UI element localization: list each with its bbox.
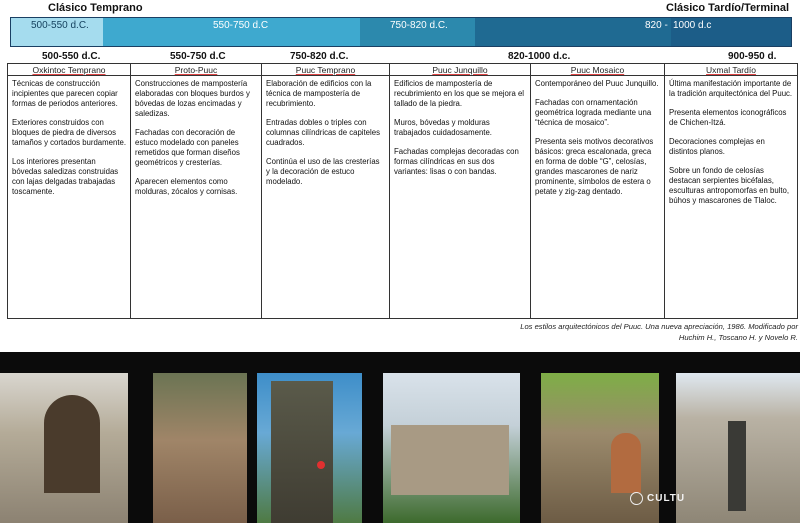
date-label: 550-750 d.C: [170, 51, 226, 62]
cell-paragraph: Construcciones de mampostería elaboradas con bloques burdos y bóvedas de lozas encimadas y saledizas.: [135, 79, 250, 118]
tower-shape: [271, 381, 333, 523]
date-label: 750-820 d.C.: [290, 51, 349, 62]
column-header: Puuc Temprano: [262, 64, 390, 76]
styles-table: [7, 63, 798, 319]
table-cell: [665, 76, 798, 319]
building-shape: [391, 425, 509, 495]
timeline-segment: 550-750 d.C: [103, 18, 360, 46]
cell-paragraph: Muros, bóvedas y molduras trabajados cuidadosamente.: [394, 118, 492, 137]
photo-uxmal-tardio: [676, 373, 800, 523]
timeline-segment: 750-820 d.C.: [360, 18, 475, 46]
caption-line: Huchim H., Toscano H. y Novelo R.: [678, 333, 798, 342]
timeline-segment: 820 -: [475, 18, 671, 46]
table-cell: [262, 76, 390, 319]
column-header: Puuc Mosaico: [531, 64, 665, 76]
doorway-shape: [728, 421, 746, 511]
caption-line: Los estilos arquitectónicos del Puuc. Una nueva apreciación, 1986. Modificado por: [520, 322, 798, 331]
photo-proto-puuc: [153, 373, 247, 523]
cell-paragraph: Los interiores presentan bóvedas saledizas construidas con lajas delgadas trabajadas toscamente.: [12, 157, 119, 196]
watermark-text: CULTU: [647, 493, 686, 505]
circle-logo-icon: [630, 492, 643, 505]
period-late-label: Clásico Tardío/Terminal: [666, 2, 790, 14]
marker-dot: [317, 461, 325, 469]
cell-paragraph: Fachadas con ornamentación geométrica lograda mediante una “técnica de mosaico”.: [535, 98, 652, 127]
cell-paragraph: Exteriores construidos con bloques de piedra de diversos tamaños y cortados burdamente.: [12, 118, 126, 147]
date-label: 900-950 d.: [728, 51, 777, 62]
column-header: Uxmal Tardío: [665, 64, 798, 76]
cell-paragraph: Edificios de mampostería de recubrimiento en los que se mejora el tallado de la piedra.: [394, 79, 525, 108]
cell-paragraph: Contemporáneo del Puuc Junquillo.: [535, 79, 659, 88]
timeline-segment: 1000 d.c: [671, 18, 791, 46]
column-header: Proto-Puuc: [131, 64, 262, 76]
photo-oxkintoc: [0, 373, 128, 523]
cell-paragraph: Presenta elementos iconográficos de Chichen-Itzá.: [669, 108, 787, 127]
cell-paragraph: Entradas dobles o triples con columnas cilíndricas de capiteles cuadrados.: [266, 118, 380, 147]
table-cell: [390, 76, 531, 319]
photo-puuc-temprano: [257, 373, 362, 523]
cell-paragraph: Presenta seis motivos decorativos básicos: greca escalonada, greca en forma de doble “G”, celosías, grandes mascarones de nariz prominente, símbolos de estera o petate y zig-zag dentado.: [535, 137, 654, 196]
cell-paragraph: Decoraciones complejas en distintos planos.: [669, 137, 765, 156]
arch-shape: [44, 395, 100, 493]
date-label: 500-550 d.C.: [42, 51, 101, 62]
source-caption: [520, 321, 798, 343]
cell-paragraph: Aparecen elementos como molduras, zócalos y cornisas.: [135, 177, 238, 196]
column-header: Puuc Junquillo: [390, 64, 531, 76]
cell-paragraph: Última manifestación importante de la tradición arquitectónica del Puuc.: [669, 79, 793, 98]
period-early-label: Clásico Temprano: [48, 2, 143, 14]
photo-puuc-junquillo: [383, 373, 520, 523]
timeline-segment: 500-550 d.C.: [11, 18, 103, 46]
doorway-shape: [611, 433, 641, 493]
cell-paragraph: Elaboración de edificios con la técnica de mampostería de recubrimiento.: [266, 79, 372, 108]
cell-paragraph: Técnicas de construcción incipientes que parecen copiar formas de periodos anteriores.: [12, 79, 118, 108]
cell-paragraph: Fachadas con decoración de estuco modelado con paneles remetidos que forman diseños geométricos y cresterías.: [135, 128, 240, 167]
table-cell: [8, 76, 131, 319]
column-header: Oxkintoc Temprano: [8, 64, 131, 76]
cell-paragraph: Sobre un fondo de celosías destacan serpientes bicéfalas, esculturas antropomorfas en bulto, búhos y mascarones de Tlaloc.: [669, 166, 790, 205]
cell-paragraph: Fachadas complejas decoradas con formas cilíndricas en sus dos variantes: lisas o con bandas.: [394, 147, 519, 176]
cell-paragraph: Continúa el uso de las cresterías y la decoración de estuco modelado.: [266, 157, 380, 186]
watermark-logo: [630, 492, 685, 505]
table-cell: [531, 76, 665, 319]
date-label: 820-1000 d.c.: [508, 51, 571, 62]
timeline-bar: [10, 17, 792, 47]
table-cell: [131, 76, 262, 319]
